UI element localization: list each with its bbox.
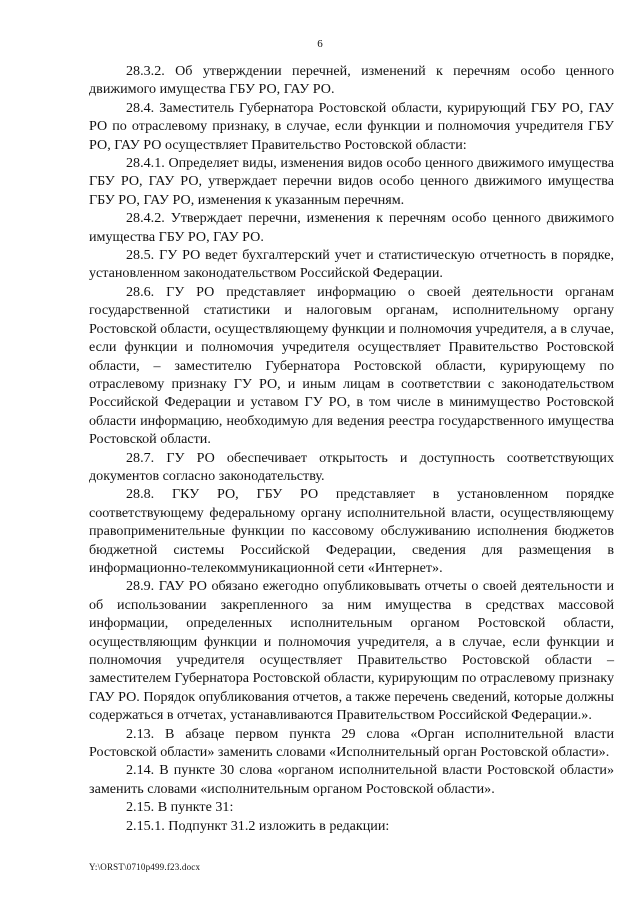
paragraph-28-4-2: 28.4.2. Утверждает перечни, изменения к перечням особо ценного движимого имущества ГБУ РО, ГАУ РО. bbox=[89, 210, 614, 245]
paragraph-2-15-1: 2.15.1. Подпункт 31.2 изложить в редакции: bbox=[126, 817, 390, 834]
paragraph-28-9: 28.9. ГАУ РО обязано ежегодно опубликовывать отчеты о своей деятельности и об использовании закрепленного за ним имущества в средствах массовой информации, определенных исполнительным органом Ростовской области, осуществляющим функции и полномочия учредителя, а в случае, если функции и полномочия учредителя осуществляет Правительство Ростовской области – заместителем Губернатора Ростовской области, курирующим по отраслевому признаку ГАУ РО. Порядок опубликования отчетов, а также перечень сведений, которые должны содержаться в отчетах, устанавливаются Правительством Российской Федерации.». bbox=[89, 578, 614, 724]
paragraph-2-13: 2.13. В абзаце первом пункта 29 слова «Орган исполнительной власти Ростовской области» заменить словами «Исполнительный орган Ростовской области». bbox=[89, 725, 614, 761]
paragraph-28-7: 28.7. ГУ РО обеспечивает открытость и доступность соответствующих документов согласно законодательству. bbox=[89, 449, 614, 484]
paragraph-28-6: 28.6. ГУ РО представляет информацию о своей деятельности органам государственной статистики и налоговым органам, исполнительному органу Ростовской области, осуществляющему функции и полномочия учредителя, а в случае, если функции и полномочия учредителя осуществляет Правительство Ростовской области, – заместителю Губернатора Ростовской области, курирующему по отраслевому признаку ГУ РО, и иным лицам в соответствии с законодательством Российской Федерации и уставом ГУ РО, в том числе в минимущество Ростовской области информацию, необходимую для ведения реестра государственного имущества Ростовской области. bbox=[89, 283, 614, 448]
paragraph-2-14: 2.14. В пункте 30 слова «органом исполнительной власти Ростовской области» заменить словами «исполнительным органом Ростовской области». bbox=[89, 762, 614, 797]
paragraph-28-8: 28.8. ГКУ РО, ГБУ РО представляет в установленном порядке соответствующему федеральному органу исполнительной власти, осуществляющему правоприменительные функции по кассовому обслуживанию исполнения бюджетов бюджетной системы Российской Федерации, сведения для размещения в информационно-телекоммуникационной сети «Интернет». bbox=[89, 486, 614, 576]
page-number: 6 bbox=[317, 38, 323, 50]
paragraph-2-15: 2.15. В пункте 31: bbox=[126, 799, 234, 816]
paragraph-28-4: 28.4. Заместитель Губернатора Ростовской области, курирующий ГБУ РО, ГАУ РО по отраслевому признаку, в случае, если функции и полномочия учредителя ГБУ РО, ГАУ РО осуществляет Правительство Ростовской области: bbox=[89, 99, 614, 153]
paragraph-28-3-2: 28.3.2. Об утверждении перечней, изменений к перечням особо ценного движимого имущества ГБУ РО, ГАУ РО. bbox=[89, 63, 614, 98]
paragraph-28-5: 28.5. ГУ РО ведет бухгалтерский учет и статистическую отчетность в порядке, установленном законодательством Российской Федерации. bbox=[89, 247, 614, 282]
document-body bbox=[89, 62, 614, 835]
file-path-footer: Y:\ORST\0710р499.f23.docx bbox=[89, 862, 201, 872]
paragraph-28-4-1: 28.4.1. Определяет виды, изменения видов особо ценного движимого имущества ГБУ РО, ГАУ РО, утверждает перечни видов особо ценного движимого имущества ГБУ РО, ГАУ РО, изменения к указанным перечням. bbox=[89, 155, 614, 208]
